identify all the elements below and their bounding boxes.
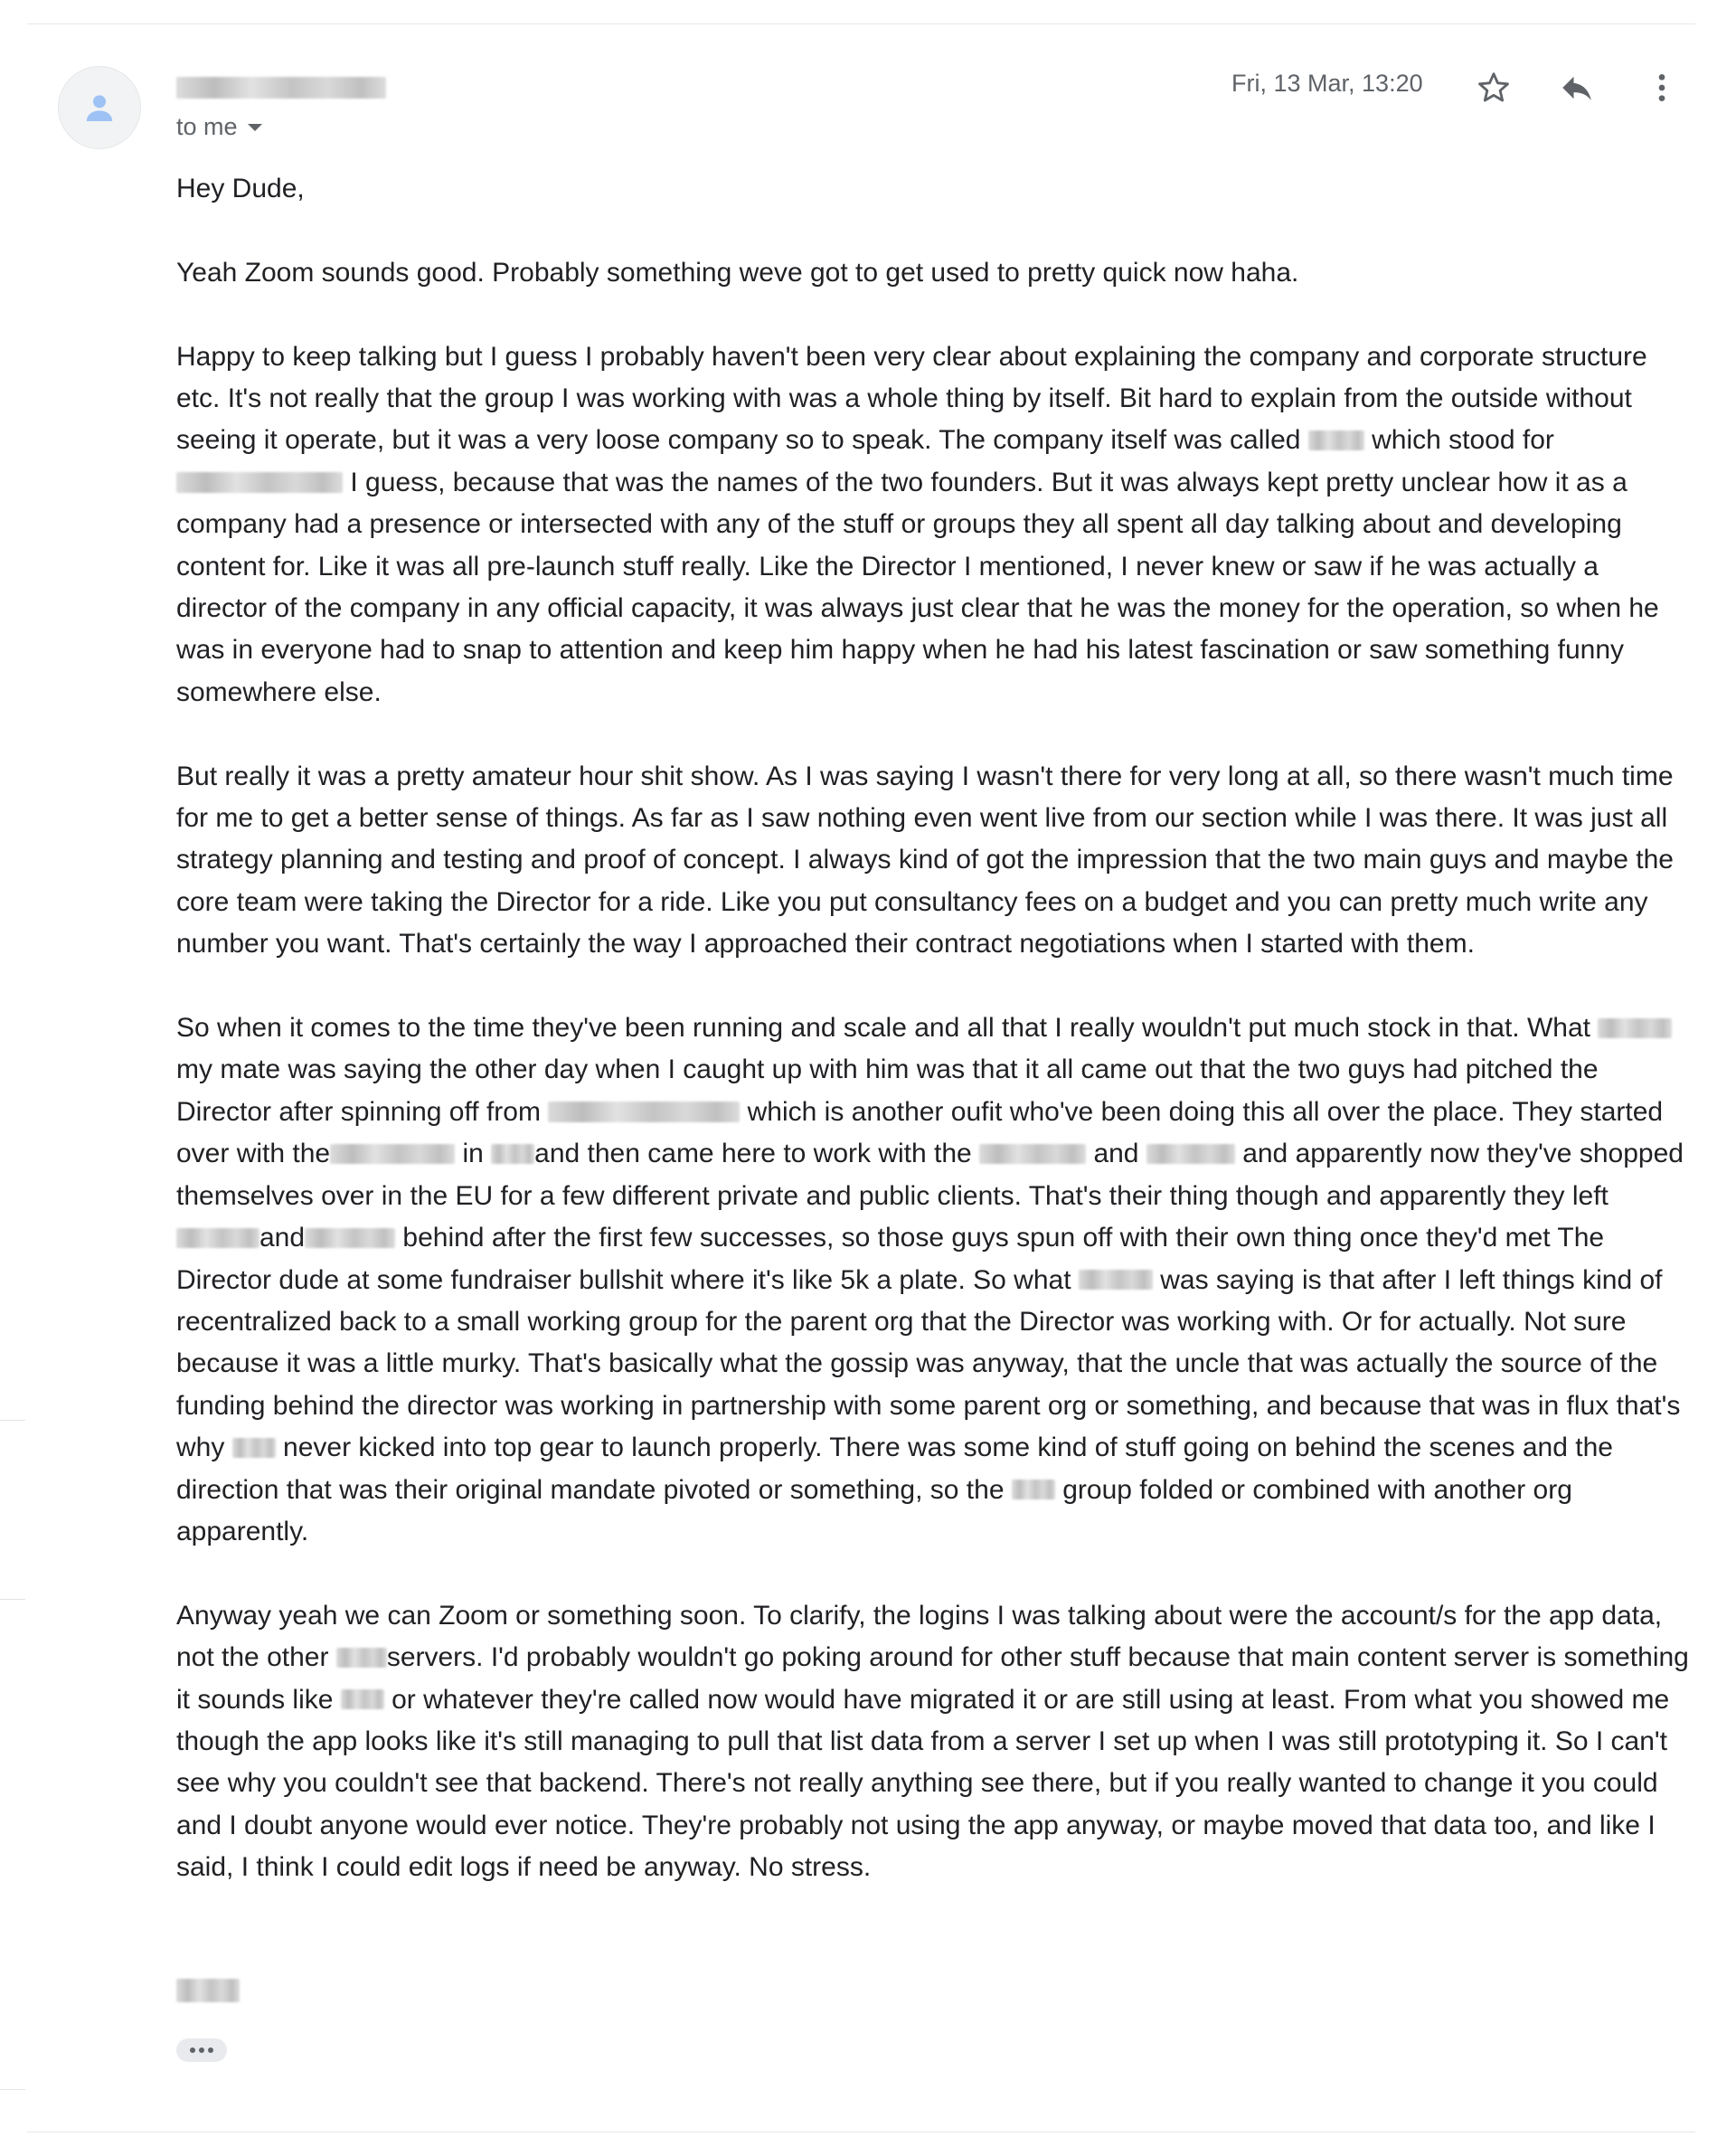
paragraph-3: But really it was a pretty amateur hour shit show. As I was saying I wasn't there for very long at all, so there wasn't much time for me to get a better sense of things. As far as I saw nothing even went live from our section while I was there. It was just all strategy planning and testing and proof of concept. I always kind of got the impression that the two main guys and maybe the core team were taking the Director for a ride. Like you put consultancy fees on a budget and you can pretty much write any number you want. That's certainly the way I approached their contract negotiations when I started with them. <box>176 761 1674 960</box>
paragraph-4-part-i: behind after the first few successes, so those guys spun off with their own thing once they'd met The Director dude at some fundraiser bullshit where it's like 5k a plate. So what <box>176 1223 1605 1295</box>
reply-icon <box>1558 69 1596 107</box>
more-options-button[interactable] <box>1637 63 1686 112</box>
redacted-text <box>1308 430 1364 450</box>
more-horiz-icon <box>190 2047 213 2053</box>
signature-redacted <box>176 1979 240 2002</box>
paragraph-4-part-k: never kicked into top gear to launch properly. There was some kind of stuff going on behind the scenes and the direction that was their original mandate pivoted or something, so the <box>176 1433 1613 1505</box>
more-vert-icon <box>1644 70 1680 106</box>
left-divider <box>0 1420 25 1421</box>
redacted-text <box>1079 1270 1153 1290</box>
redacted-text <box>330 1144 455 1164</box>
paragraph-4-part-h: and <box>259 1223 306 1253</box>
redacted-text <box>336 1648 387 1668</box>
paragraph-4-part-l: group folded or combined with another org apparently. <box>176 1474 1572 1546</box>
greeting: Hey Dude, <box>176 174 305 203</box>
recipient-label: to me <box>176 113 238 140</box>
paragraph-2-part-b: which stood for <box>1372 425 1554 456</box>
left-divider <box>0 1599 25 1600</box>
paragraph-2-part-a: Happy to keep talking but I guess I probably haven't been very clear about explaining the company and corporate structure etc. It's not really that the group I was working with was a whole thing by itself. Bit hard to explain from the outside without seeing it operate, but it was a very loose company so to speak. The company itself was called <box>176 341 1647 456</box>
paragraph-4-part-f: and <box>1093 1139 1139 1169</box>
person-avatar-icon <box>81 90 118 126</box>
chevron-down-icon[interactable] <box>247 123 263 132</box>
redacted-text <box>232 1438 276 1458</box>
show-trimmed-content-button[interactable] <box>176 2038 227 2062</box>
paragraph-5-part-a: Anyway yeah we can Zoom or something soon. To clarify, the logins I was talking about were the account/s for the app data, not the other <box>176 1600 1663 1673</box>
reply-button[interactable] <box>1552 63 1601 112</box>
redacted-text <box>176 1228 259 1248</box>
paragraph-2 <box>176 336 1695 714</box>
paragraph-5 <box>176 1595 1695 1889</box>
redacted-text <box>491 1144 534 1164</box>
sender-avatar[interactable] <box>58 66 141 149</box>
paragraph-5-part-c: or whatever they're called now would have migrated it or are still using at least. From what you showed me though the app looks like it's still managing to pull that list data from a server I set up when I was still prototyping it. So I can't see why you couldn't see that backend. There's not really anything see there, but if you really wanted to change it you could and I doubt anyone would ever notice. They're probably not using the app anyway, or maybe moved that data too, and like I said, I think I could edit logs if need be anyway. No stress. <box>176 1684 1670 1883</box>
paragraph-4-part-e: and then came here to work with the <box>534 1139 972 1169</box>
redacted-text <box>1598 1018 1672 1038</box>
redacted-text <box>1146 1144 1235 1164</box>
left-divider <box>0 2089 25 2090</box>
recipient-details[interactable] <box>176 113 263 141</box>
paragraph-5-part-b: servers. I'd probably wouldn't go poking around for other stuff because that main content server is something it sounds like <box>176 1642 1689 1715</box>
paragraph-1: Yeah Zoom sounds good. Probably something weve got to get used to pretty quick now haha. <box>176 257 1299 288</box>
redacted-text <box>305 1228 395 1248</box>
paragraph-4 <box>176 1007 1695 1553</box>
redacted-text <box>548 1102 740 1121</box>
sender-name-redacted[interactable] <box>176 77 386 102</box>
paragraph-4-part-a: So when it comes to the time they've been running and scale and all that I really wouldn't put much stock in that. What <box>176 1013 1590 1044</box>
star-icon <box>1476 70 1512 106</box>
paragraph-4-part-g: and apparently now they've shopped themselves over in the EU for a few different private and public clients. That's their thing though and apparently they left <box>176 1139 1684 1211</box>
paragraph-4-part-c: which is another oufit who've been doing this all over the place. They started over with the <box>176 1096 1664 1169</box>
paragraph-4-part-d: in <box>462 1139 484 1169</box>
redacted-text <box>176 472 343 492</box>
star-button[interactable] <box>1469 63 1518 112</box>
redacted-text <box>1012 1480 1055 1499</box>
redacted-text <box>341 1689 384 1709</box>
paragraph-4-part-b: my mate was saying the other day when I caught up with him was that it all came out that the two guys had pitched the Director after spinning off from <box>176 1054 1599 1127</box>
redacted-text <box>979 1144 1086 1164</box>
message-timestamp: Fri, 13 Mar, 13:20 <box>1231 70 1423 97</box>
paragraph-4-part-j: was saying is that after I left things kind of recentralized back to a small working group for the parent org that the Director was working with. Or for actually. Not sure because it was a little murky. That's basically what the gossip was anyway, that the uncle that was actually the source of the funding behind the director was working in partnership with some parent org or something, and because that was in flux that's why <box>176 1264 1681 1463</box>
paragraph-2-part-c: I guess, because that was the names of the two founders. But it was always kept pretty unclear how it as a company had a presence or intersected with any of the stuff or groups they all spent all day talking about and developing content for. Like it was all pre-launch stuff really. Like the Director I mentioned, I never knew or saw if he was actually a director of the company in any official capacity, it was always just clear that he was the money for the operation, so when he was in everyone had to snap to attention and keep him happy when he had his latest fascination or saw something funny somewhere else. <box>176 467 1659 707</box>
message-body <box>176 168 1695 1931</box>
